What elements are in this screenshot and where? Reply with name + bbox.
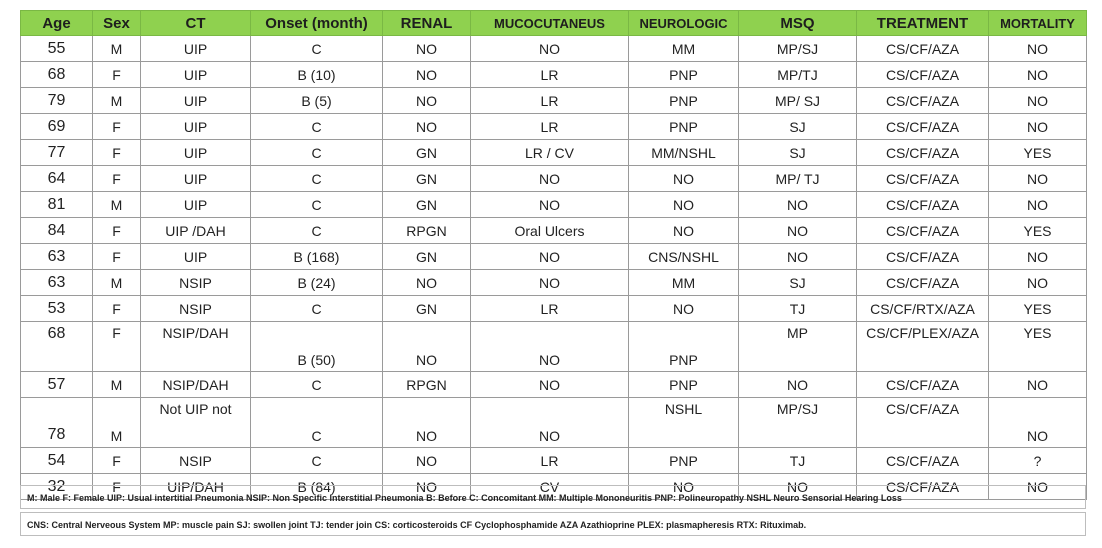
cell-renal: NO	[383, 270, 471, 296]
cell-onset: C	[251, 140, 383, 166]
table-row	[21, 192, 1087, 218]
cell-msq: MP/TJ	[739, 62, 857, 88]
cell-treatment: CS/CF/AZA	[857, 270, 989, 296]
cell-msq: NO	[739, 372, 857, 398]
table-row	[21, 140, 1087, 166]
cell-neurologic: NO	[629, 192, 739, 218]
table-row	[21, 296, 1087, 322]
cell-ct: NSIP	[141, 270, 251, 296]
cell-renal: NO	[383, 36, 471, 62]
cell-msq: TJ	[739, 448, 857, 474]
cell-mortality: NO	[989, 166, 1087, 192]
cell-ct: UIP	[141, 36, 251, 62]
cell-ct: UIP	[141, 166, 251, 192]
cell-neurologic: PNP	[629, 372, 739, 398]
cell-mortality: YES	[989, 218, 1087, 244]
table-row	[21, 270, 1087, 296]
cell-age: 63	[21, 270, 93, 296]
cell-onset: B (84)	[251, 474, 383, 500]
cell-ct: NSIP/DAH	[141, 372, 251, 398]
cell-mortality: ?	[989, 448, 1087, 474]
table-row	[21, 88, 1087, 114]
cell-age: 77	[21, 140, 93, 166]
footnote-abbreviations-1: M: Male F: Female UIP: Usual intertitial Pneumonia NSIP: Non Specific Interstitial Pneumonia B: Before C: Concomitant MM: Multiple Mononeuritis PNP: Polineuropathy NSHL Neuro Sensorial Hearing Loss	[20, 485, 1086, 509]
cell-age: 84	[21, 218, 93, 244]
cell-mucocutaneus: NO	[471, 270, 629, 296]
cell-sex: M	[93, 398, 141, 448]
cell-mucocutaneus: LR	[471, 88, 629, 114]
cell-mucocutaneus: LR	[471, 62, 629, 88]
cell-neurologic: NO	[629, 166, 739, 192]
cell-onset: C	[251, 166, 383, 192]
table-row	[21, 166, 1087, 192]
cell-age: 57	[21, 372, 93, 398]
cell-mucocutaneus: NO	[471, 166, 629, 192]
cell-neurologic: PNP	[629, 114, 739, 140]
cell-sex: F	[93, 322, 141, 372]
cell-sex: M	[93, 36, 141, 62]
cell-ct: UIP	[141, 192, 251, 218]
cell-ct: UIP	[141, 88, 251, 114]
header-age: Age	[21, 11, 93, 36]
cell-renal: GN	[383, 166, 471, 192]
cell-ct: NSIP	[141, 296, 251, 322]
cell-age: 55	[21, 36, 93, 62]
cell-age: 54	[21, 448, 93, 474]
cell-mortality: YES	[989, 140, 1087, 166]
cell-onset: B (5)	[251, 88, 383, 114]
cell-mucocutaneus: LR	[471, 114, 629, 140]
cell-onset: B (10)	[251, 62, 383, 88]
cell-ct: NSIP	[141, 448, 251, 474]
cell-sex: M	[93, 192, 141, 218]
header-row	[21, 11, 1087, 36]
cell-mucocutaneus: NO	[471, 322, 629, 372]
cell-mucocutaneus: NO	[471, 192, 629, 218]
table-row	[21, 372, 1087, 398]
table-row	[21, 114, 1087, 140]
cell-onset: B (168)	[251, 244, 383, 270]
cell-renal: NO	[383, 88, 471, 114]
cell-renal: NO	[383, 114, 471, 140]
cell-neurologic: PNP	[629, 448, 739, 474]
cell-renal: GN	[383, 140, 471, 166]
cell-onset: B (50)	[251, 322, 383, 372]
cell-neurologic: MM	[629, 270, 739, 296]
cell-mortality: NO	[989, 372, 1087, 398]
cell-ct: NSIP/DAH	[141, 322, 251, 372]
cell-neurologic: MM/NSHL	[629, 140, 739, 166]
cell-sex: F	[93, 166, 141, 192]
header-mucocutaneus: MUCOCUTANEUS	[471, 11, 629, 36]
cell-onset: C	[251, 398, 383, 448]
cell-onset: B (24)	[251, 270, 383, 296]
cell-age: 68	[21, 322, 93, 372]
cell-treatment: CS/CF/AZA	[857, 62, 989, 88]
cell-onset: C	[251, 372, 383, 398]
table-body	[21, 36, 1087, 500]
cell-renal: GN	[383, 192, 471, 218]
cell-sex: F	[93, 296, 141, 322]
cell-renal: NO	[383, 474, 471, 500]
cell-renal: NO	[383, 448, 471, 474]
cell-ct: UIP	[141, 244, 251, 270]
cell-msq: TJ	[739, 296, 857, 322]
header-mortality: MORTALITY	[989, 11, 1087, 36]
cell-sex: M	[93, 88, 141, 114]
cell-onset: C	[251, 114, 383, 140]
cell-msq: NO	[739, 192, 857, 218]
cell-mucocutaneus: NO	[471, 398, 629, 448]
cell-treatment: CS/CF/RTX/AZA	[857, 296, 989, 322]
cell-age: 78	[21, 398, 93, 448]
cell-age: 32	[21, 474, 93, 500]
cell-renal: NO	[383, 322, 471, 372]
cell-sex: F	[93, 62, 141, 88]
cell-neurologic: PNP	[629, 88, 739, 114]
header-sex: Sex	[93, 11, 141, 36]
cell-treatment: CS/CF/PLEX/AZA	[857, 322, 989, 372]
cell-ct: UIP /DAH	[141, 218, 251, 244]
cell-ct: UIP/DAH	[141, 474, 251, 500]
cell-mucocutaneus: Oral Ulcers	[471, 218, 629, 244]
header-treatment: TREATMENT	[857, 11, 989, 36]
cell-renal: NO	[383, 398, 471, 448]
cell-sex: F	[93, 474, 141, 500]
cell-neurologic: CNS/NSHL	[629, 244, 739, 270]
cell-sex: F	[93, 448, 141, 474]
cell-age: 79	[21, 88, 93, 114]
cell-mortality: NO	[989, 88, 1087, 114]
cell-mortality: NO	[989, 114, 1087, 140]
cell-msq: SJ	[739, 114, 857, 140]
cell-age: 63	[21, 244, 93, 270]
table-row	[21, 448, 1087, 474]
cell-treatment: CS/CF/AZA	[857, 244, 989, 270]
cell-msq: MP/SJ	[739, 36, 857, 62]
cell-ct: Not UIP not	[141, 398, 251, 448]
cell-age: 53	[21, 296, 93, 322]
cell-renal: NO	[383, 62, 471, 88]
cell-age: 81	[21, 192, 93, 218]
cell-treatment: CS/CF/AZA	[857, 372, 989, 398]
cell-sex: M	[93, 372, 141, 398]
cell-msq: NO	[739, 474, 857, 500]
table-row	[21, 62, 1087, 88]
header-neurologic: NEUROLOGIC	[629, 11, 739, 36]
cell-onset: C	[251, 192, 383, 218]
cell-neurologic: NSHL	[629, 398, 739, 448]
cell-mortality: NO	[989, 192, 1087, 218]
cell-sex: F	[93, 140, 141, 166]
table-frame	[20, 10, 1086, 500]
cell-mortality: NO	[989, 474, 1087, 500]
cell-ct: UIP	[141, 140, 251, 166]
cell-sex: M	[93, 270, 141, 296]
cell-age: 68	[21, 62, 93, 88]
table-row	[21, 36, 1087, 62]
cell-mortality: NO	[989, 398, 1087, 448]
cell-neurologic: NO	[629, 296, 739, 322]
cell-mucocutaneus: NO	[471, 372, 629, 398]
cell-onset: C	[251, 36, 383, 62]
cell-treatment: CS/CF/AZA	[857, 36, 989, 62]
cell-msq: MP	[739, 322, 857, 372]
cell-neurologic: PNP	[629, 322, 739, 372]
cell-mortality: NO	[989, 62, 1087, 88]
patient-table	[20, 10, 1087, 500]
cell-mucocutaneus: NO	[471, 244, 629, 270]
header-renal: RENAL	[383, 11, 471, 36]
cell-onset: C	[251, 296, 383, 322]
table-row	[21, 244, 1087, 270]
cell-treatment: CS/CF/AZA	[857, 114, 989, 140]
cell-neurologic: NO	[629, 474, 739, 500]
cell-treatment: CS/CF/AZA	[857, 448, 989, 474]
header-msq: MSQ	[739, 11, 857, 36]
cell-renal: GN	[383, 244, 471, 270]
cell-mortality: YES	[989, 296, 1087, 322]
cell-treatment: CS/CF/AZA	[857, 166, 989, 192]
cell-renal: RPGN	[383, 372, 471, 398]
cell-mortality: YES	[989, 322, 1087, 372]
table-row	[21, 398, 1087, 448]
cell-sex: F	[93, 114, 141, 140]
cell-msq: NO	[739, 244, 857, 270]
cell-mucocutaneus: NO	[471, 36, 629, 62]
cell-mucocutaneus: LR	[471, 448, 629, 474]
cell-age: 69	[21, 114, 93, 140]
cell-neurologic: PNP	[629, 62, 739, 88]
cell-msq: MP/SJ	[739, 398, 857, 448]
table-row	[21, 218, 1087, 244]
cell-msq: MP/ SJ	[739, 88, 857, 114]
cell-mucocutaneus: CV	[471, 474, 629, 500]
cell-sex: F	[93, 218, 141, 244]
footnote-abbreviations-2: CNS: Central Nerveous System MP: muscle pain SJ: swollen joint TJ: tender join CS: corticosteroids CF Cyclophosphamide AZA Azathioprine PLEX: plasmapheresis RTX: Rituximab.	[20, 512, 1086, 536]
cell-renal: RPGN	[383, 218, 471, 244]
cell-mortality: NO	[989, 270, 1087, 296]
cell-neurologic: MM	[629, 36, 739, 62]
cell-ct: UIP	[141, 114, 251, 140]
cell-mucocutaneus: LR	[471, 296, 629, 322]
cell-onset: C	[251, 448, 383, 474]
cell-ct: UIP	[141, 62, 251, 88]
header-ct: CT	[141, 11, 251, 36]
cell-treatment: CS/CF/AZA	[857, 474, 989, 500]
cell-treatment: CS/CF/AZA	[857, 88, 989, 114]
cell-mortality: NO	[989, 36, 1087, 62]
cell-mucocutaneus: LR / CV	[471, 140, 629, 166]
cell-sex: F	[93, 244, 141, 270]
table-row	[21, 322, 1087, 372]
cell-neurologic: NO	[629, 218, 739, 244]
cell-msq: SJ	[739, 270, 857, 296]
cell-renal: GN	[383, 296, 471, 322]
cell-treatment: CS/CF/AZA	[857, 398, 989, 448]
cell-onset: C	[251, 218, 383, 244]
cell-treatment: CS/CF/AZA	[857, 140, 989, 166]
cell-age: 64	[21, 166, 93, 192]
cell-treatment: CS/CF/AZA	[857, 192, 989, 218]
cell-treatment: CS/CF/AZA	[857, 218, 989, 244]
cell-msq: SJ	[739, 140, 857, 166]
cell-mortality: NO	[989, 244, 1087, 270]
cell-msq: MP/ TJ	[739, 166, 857, 192]
header-onset: Onset (month)	[251, 11, 383, 36]
cell-msq: NO	[739, 218, 857, 244]
